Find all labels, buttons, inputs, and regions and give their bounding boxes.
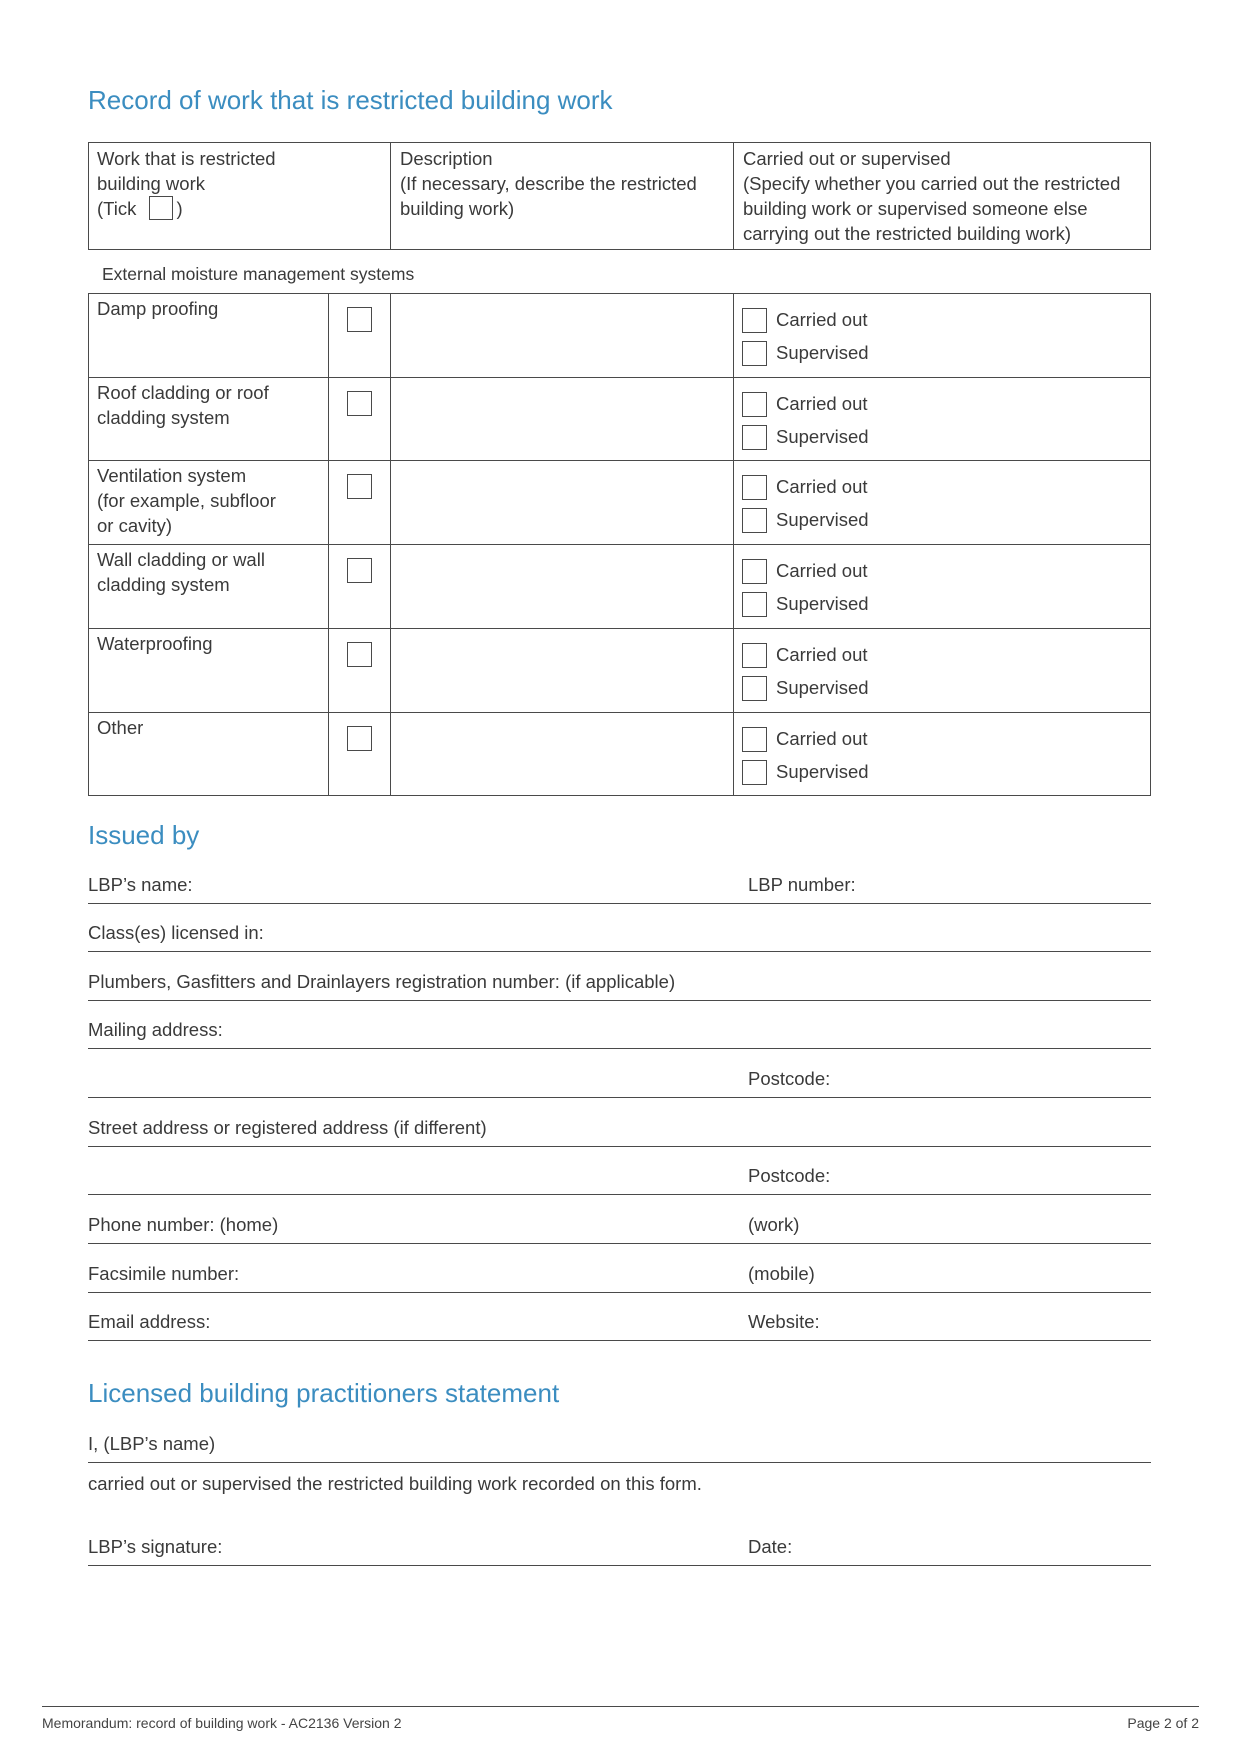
header-tick-prefix: (Tick xyxy=(97,198,137,219)
work-type-line: Ventilation system xyxy=(97,465,247,487)
description-field[interactable] xyxy=(392,378,732,460)
supervised-checkbox[interactable] xyxy=(742,760,767,785)
field-input[interactable] xyxy=(88,1164,741,1194)
issued-by-field-row xyxy=(88,970,1151,1001)
supervised-label: Supervised xyxy=(776,593,869,615)
supervised-checkbox[interactable] xyxy=(742,341,767,366)
work-type-line: Wall cladding or wall xyxy=(97,549,265,571)
work-type-label xyxy=(97,547,265,597)
field-input[interactable] xyxy=(748,1213,1151,1243)
tick-checkbox[interactable] xyxy=(347,391,372,416)
field-label: Plumbers, Gasfitters and Drainlayers registration number: (if applicable) xyxy=(88,971,676,992)
header-carried-line: building work or supervised someone else xyxy=(743,198,1088,219)
description-field[interactable] xyxy=(392,545,732,627)
work-type-label xyxy=(97,631,213,656)
field-label: Website: xyxy=(748,1311,820,1332)
field-label: Email address: xyxy=(88,1311,211,1332)
issued-by-field-row xyxy=(88,1213,1151,1244)
description-field[interactable] xyxy=(392,294,732,376)
description-field[interactable] xyxy=(392,629,732,711)
tick-checkbox[interactable] xyxy=(347,642,372,667)
field-label: Mailing address: xyxy=(88,1019,223,1040)
header-carried-line: carrying out the restricted building work) xyxy=(743,223,1072,244)
supervised-label: Supervised xyxy=(776,425,869,447)
field-label: Facsimile number: xyxy=(88,1263,240,1284)
issued-by-field-row xyxy=(88,1018,1151,1049)
header-work-line: Work that is restricted xyxy=(97,148,276,169)
header-description xyxy=(400,146,697,221)
work-type-line: cladding system xyxy=(97,406,230,428)
carried-out-checkbox[interactable] xyxy=(742,643,767,668)
header-carried-supervised xyxy=(743,146,1120,246)
statement-heading: Licensed building practitioners statement xyxy=(88,1378,560,1408)
work-type-line: Damp proofing xyxy=(97,298,219,319)
field-label: (mobile) xyxy=(748,1263,815,1284)
work-type-line: (for example, subfloor xyxy=(97,490,276,512)
field-input[interactable] xyxy=(748,1067,1151,1097)
field-input[interactable] xyxy=(88,873,741,903)
page-number: Page 2 of 2 xyxy=(1127,1715,1199,1731)
carried-out-checkbox[interactable] xyxy=(742,392,767,417)
work-type-line: or cavity) xyxy=(97,515,173,537)
carried-out-label: Carried out xyxy=(776,392,868,414)
work-type-label xyxy=(97,463,276,538)
field-label: LBP number: xyxy=(748,874,856,895)
header-carried-line: Carried out or supervised xyxy=(743,148,951,169)
description-field[interactable] xyxy=(392,713,732,795)
tick-box-icon xyxy=(149,196,173,220)
field-label: LBP’s name: xyxy=(88,874,193,895)
issued-by-field-row xyxy=(88,1262,1151,1293)
date-input[interactable] xyxy=(808,1537,1151,1565)
page-title: Record of work that is restricted building work xyxy=(88,85,613,115)
header-work-line: building work xyxy=(97,173,205,194)
tick-checkbox[interactable] xyxy=(347,474,372,499)
signature-label: LBP’s signature: xyxy=(88,1536,223,1557)
lbp-name-statement-label: I, (LBP’s name) xyxy=(88,1433,216,1454)
field-label: (work) xyxy=(748,1214,800,1235)
lbp-name-statement-input[interactable] xyxy=(228,1434,1151,1462)
carried-out-checkbox[interactable] xyxy=(742,475,767,500)
field-input[interactable] xyxy=(748,1262,1151,1292)
issued-by-heading: Issued by xyxy=(88,820,200,850)
issued-by-field-row xyxy=(88,1310,1151,1341)
issued-by-field-row xyxy=(88,873,1151,904)
work-type-line: Roof cladding or roof xyxy=(97,381,269,403)
work-type-label xyxy=(97,296,218,321)
description-field[interactable] xyxy=(392,461,732,543)
statement-text: carried out or supervised the restricted building work recorded on this form. xyxy=(88,1473,702,1494)
issued-by-field-row xyxy=(88,921,1151,952)
carried-out-checkbox[interactable] xyxy=(742,727,767,752)
header-description-line: Description xyxy=(400,148,493,169)
supervised-label: Supervised xyxy=(776,760,869,782)
category-label: External moisture management systems xyxy=(102,264,415,284)
field-input[interactable] xyxy=(748,1310,1151,1340)
carried-out-label: Carried out xyxy=(776,476,868,498)
header-work xyxy=(97,146,276,221)
supervised-checkbox[interactable] xyxy=(742,425,767,450)
tick-checkbox[interactable] xyxy=(347,307,372,332)
signature-field xyxy=(88,1537,1151,1566)
field-input[interactable] xyxy=(88,1067,741,1097)
tick-checkbox[interactable] xyxy=(347,558,372,583)
carried-out-checkbox[interactable] xyxy=(742,559,767,584)
field-label: Phone number: (home) xyxy=(88,1214,279,1235)
field-label: Street address or registered address (if different) xyxy=(88,1117,487,1138)
issued-by-field-row xyxy=(88,1164,1151,1195)
carried-out-label: Carried out xyxy=(776,560,868,582)
supervised-label: Supervised xyxy=(776,509,869,531)
field-label: Postcode: xyxy=(748,1068,831,1089)
work-type-line: cladding system xyxy=(97,574,230,596)
carried-out-label: Carried out xyxy=(776,727,868,749)
work-type-line: Other xyxy=(97,716,144,738)
lbp-name-statement-field xyxy=(88,1434,1151,1463)
supervised-checkbox[interactable] xyxy=(742,592,767,617)
field-input[interactable] xyxy=(88,1213,741,1243)
supervised-label: Supervised xyxy=(776,342,869,363)
work-type-label xyxy=(97,715,143,740)
carried-out-label: Carried out xyxy=(776,643,868,665)
date-label: Date: xyxy=(748,1536,793,1557)
footer-divider xyxy=(42,1706,1199,1707)
field-label: Postcode: xyxy=(748,1165,831,1186)
field-input[interactable] xyxy=(748,873,1151,903)
supervised-checkbox[interactable] xyxy=(742,508,767,533)
field-label: Class(es) licensed in: xyxy=(88,922,264,943)
field-input[interactable] xyxy=(88,1018,1151,1048)
field-input[interactable] xyxy=(88,1116,1151,1146)
issued-by-field-row xyxy=(88,1116,1151,1147)
field-input[interactable] xyxy=(748,1164,1151,1194)
header-tick-suffix: ) xyxy=(176,198,183,219)
field-input[interactable] xyxy=(88,970,1151,1000)
column-divider xyxy=(733,142,734,250)
field-input[interactable] xyxy=(88,1310,741,1340)
signature-input[interactable] xyxy=(228,1537,731,1565)
issued-by-field-row xyxy=(88,1067,1151,1098)
field-input[interactable] xyxy=(88,1262,741,1292)
work-type-label xyxy=(97,380,269,430)
work-type-line: Waterproofing xyxy=(97,632,213,654)
tick-checkbox[interactable] xyxy=(347,726,372,751)
column-divider xyxy=(390,142,391,250)
carried-out-checkbox[interactable] xyxy=(742,308,767,333)
supervised-label: Supervised xyxy=(776,676,869,698)
carried-out-label: Carried out xyxy=(776,309,868,330)
footer-document-title: Memorandum: record of building work - AC2136 Version 2 xyxy=(42,1715,402,1731)
header-description-line: (If necessary, describe the restricted xyxy=(400,173,697,194)
header-description-line: building work) xyxy=(400,198,515,219)
field-input[interactable] xyxy=(88,921,1151,951)
supervised-checkbox[interactable] xyxy=(742,676,767,701)
header-carried-line: (Specify whether you carried out the restricted xyxy=(743,173,1121,194)
header-tick-line xyxy=(97,196,276,221)
